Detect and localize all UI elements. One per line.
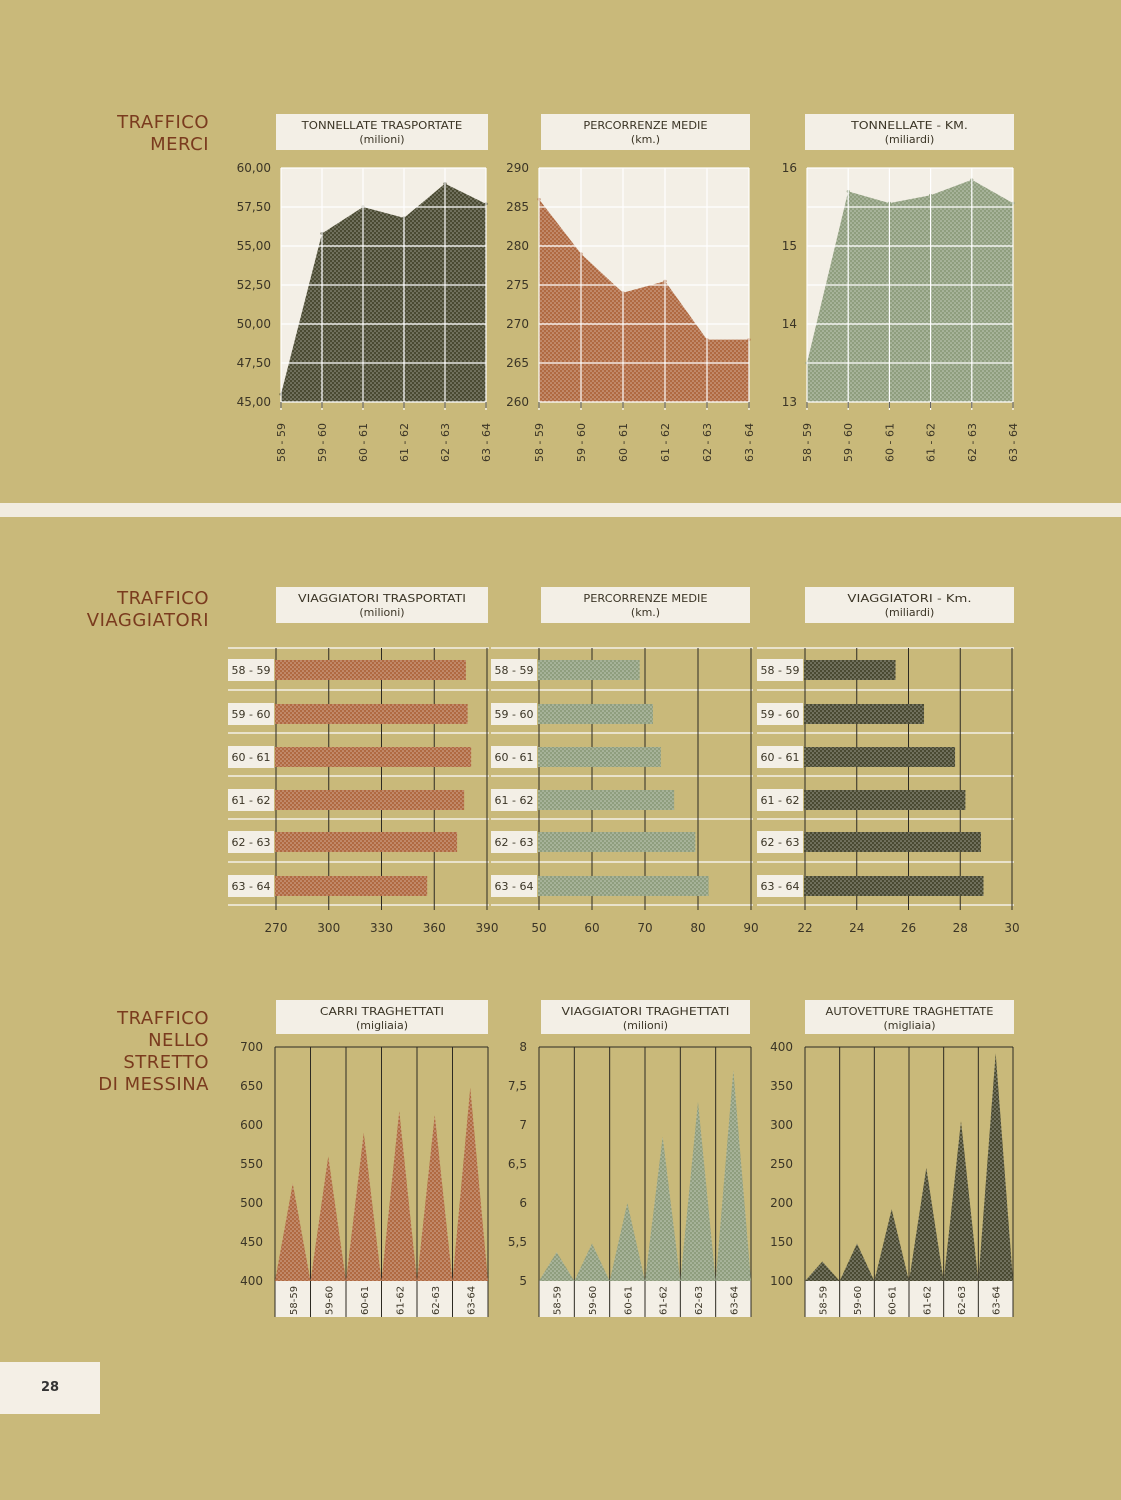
chart-subtitle: (km.) <box>630 606 661 619</box>
x-tick-label: 60-61 <box>359 1285 371 1315</box>
x-tick-label: 61 - 62 <box>924 423 938 462</box>
y-tick-label: 57,50 <box>236 200 271 214</box>
peak-mark <box>610 1203 645 1281</box>
x-tick-label: 60 - 61 <box>617 423 630 462</box>
x-tick-label: 58 - 59 <box>801 423 814 462</box>
x-tick-label: 61 - 62 <box>398 423 411 462</box>
peak-mark <box>716 1070 751 1281</box>
x-tick-label: 58-59 <box>818 1285 830 1315</box>
y-tick-label: 5,5 <box>507 1235 527 1249</box>
x-tick-label: 63 - 64 <box>743 423 756 462</box>
x-tick-label: 58 - 59 <box>533 423 546 462</box>
category-label: 62 - 63 <box>231 836 271 849</box>
x-tick-label: 62 - 63 <box>701 423 714 462</box>
y-tick-label: 450 <box>240 1235 263 1249</box>
x-tick-label: 80 <box>690 921 706 935</box>
y-tick-label: 270 <box>506 317 529 331</box>
chart-subtitle: (migliaia) <box>356 1019 408 1032</box>
y-tick-label: 7 <box>519 1118 527 1132</box>
category-label: 60 - 61 <box>494 751 534 764</box>
x-tick-label: 300 <box>317 921 341 935</box>
section-title-line: MERCI <box>150 134 209 155</box>
x-tick-label: 62-63 <box>694 1285 705 1315</box>
chart-title: VIAGGIATORI TRASPORTATI <box>298 592 466 605</box>
category-label: 60 - 61 <box>231 751 271 764</box>
bar <box>275 832 457 852</box>
chart-subtitle: (miliardi) <box>884 133 935 146</box>
y-tick-label: 7,5 <box>507 1079 527 1093</box>
peak-mark <box>346 1133 382 1281</box>
chart-title: TONNELLATE - KM. <box>849 119 968 132</box>
y-tick-label: 650 <box>240 1079 263 1093</box>
x-tick-label: 30 <box>1004 921 1020 935</box>
x-tick-label: 60 <box>584 921 600 935</box>
peak-mark <box>645 1137 680 1281</box>
y-tick-label: 250 <box>770 1157 793 1171</box>
x-tick-label: 390 <box>475 921 499 935</box>
section-title-line: VIAGGIATORI <box>86 610 209 631</box>
peak-mark <box>453 1088 489 1281</box>
peak-mark <box>311 1156 347 1281</box>
section-title-line: TRAFFICO <box>117 588 209 609</box>
x-tick-label: 330 <box>370 921 393 935</box>
x-tick-label: 62 - 63 <box>439 423 452 462</box>
y-tick-label: 260 <box>506 395 529 409</box>
category-label: 59 - 60 <box>231 708 271 721</box>
chart-subtitle: (milioni) <box>359 133 405 146</box>
chart-subtitle: (km.) <box>630 133 661 146</box>
bar <box>275 660 466 680</box>
bar <box>804 747 955 767</box>
y-tick-label: 400 <box>240 1274 263 1288</box>
peak-mark <box>944 1121 979 1281</box>
x-tick-label: 59-60 <box>853 1285 864 1315</box>
peak-mark <box>574 1244 609 1281</box>
bar <box>538 660 640 680</box>
peak-mark <box>417 1115 453 1281</box>
x-tick-label: 60 - 61 <box>357 423 370 462</box>
category-label: 62 - 63 <box>760 836 800 849</box>
y-tick-label: 200 <box>770 1196 793 1210</box>
x-tick-label: 58 - 59 <box>275 423 288 462</box>
bar <box>804 704 924 724</box>
bar <box>275 747 471 767</box>
chart-title: CARRI TRAGHETTATI <box>319 1005 445 1018</box>
y-tick-label: 47,50 <box>236 356 271 370</box>
x-tick-label: 62-63 <box>430 1285 442 1315</box>
bar <box>275 704 468 724</box>
x-tick-label: 61 - 62 <box>659 423 672 462</box>
chart-title: VIAGGIATORI - Km. <box>847 592 972 605</box>
bar <box>804 876 984 896</box>
x-tick-label: 60 - 61 <box>883 423 897 462</box>
page-number: 28 <box>40 1380 60 1395</box>
chart-title: PERCORRENZE MEDIE <box>583 119 708 132</box>
peak-mark <box>874 1209 909 1281</box>
y-tick-label: 275 <box>506 278 529 292</box>
y-tick-label: 6 <box>519 1196 527 1210</box>
category-label: 60 - 61 <box>760 751 800 764</box>
y-tick-label: 500 <box>240 1196 263 1210</box>
chart-subtitle: (milioni) <box>622 1019 669 1032</box>
category-label: 61 - 62 <box>760 794 800 807</box>
category-label: 58 - 59 <box>494 664 534 677</box>
y-tick-label: 300 <box>770 1118 793 1132</box>
x-tick-label: 59-60 <box>324 1285 336 1315</box>
y-tick-label: 350 <box>770 1079 793 1093</box>
y-tick-label: 265 <box>506 356 529 370</box>
x-tick-label: 270 <box>264 921 288 935</box>
y-tick-label: 50,00 <box>236 317 271 331</box>
x-tick-label: 60-61 <box>887 1285 899 1315</box>
chart-title: TONNELLATE TRASPORTATE <box>300 119 463 132</box>
category-label: 58 - 59 <box>760 664 800 677</box>
chart-title: PERCORRENZE MEDIE <box>583 592 708 605</box>
chart-title: AUTOVETTURE TRAGHETTATE <box>825 1005 994 1018</box>
category-label: 59 - 60 <box>494 708 534 721</box>
x-tick-label: 59 - 60 <box>316 423 329 462</box>
chart-subtitle: (milioni) <box>359 606 405 619</box>
y-tick-label: 280 <box>506 239 529 253</box>
y-tick-label: 150 <box>770 1235 793 1249</box>
x-tick-label: 61-62 <box>658 1285 670 1315</box>
x-tick-label: 63 - 64 <box>480 423 493 462</box>
y-tick-label: 5 <box>519 1274 527 1288</box>
x-tick-label: 61-62 <box>922 1285 934 1315</box>
category-label: 61 - 62 <box>231 794 271 807</box>
peak-mark <box>275 1184 311 1282</box>
peak-mark <box>805 1262 840 1282</box>
category-label: 58 - 59 <box>231 664 271 677</box>
y-tick-label: 45,00 <box>236 395 271 409</box>
peak-mark <box>909 1168 944 1281</box>
x-tick-label: 22 <box>797 921 813 935</box>
x-tick-label: 59-60 <box>588 1285 599 1315</box>
x-tick-label: 50 <box>531 921 547 935</box>
x-tick-label: 90 <box>743 921 759 935</box>
chart-title: VIAGGIATORI TRAGHETTATI <box>561 1005 730 1018</box>
x-tick-label: 63-64 <box>991 1285 1003 1315</box>
peak-mark <box>978 1053 1013 1281</box>
y-tick-label: 8 <box>519 1040 527 1054</box>
y-tick-label: 400 <box>770 1040 793 1054</box>
y-tick-label: 16 <box>781 161 797 175</box>
x-tick-label: 58-59 <box>552 1285 564 1315</box>
bar <box>804 832 981 852</box>
y-tick-label: 13 <box>781 395 797 409</box>
x-tick-label: 360 <box>422 921 446 935</box>
section-title-line: DI MESSINA <box>98 1074 209 1095</box>
chart-subtitle: (miliardi) <box>884 606 935 619</box>
y-tick-label: 600 <box>240 1118 263 1132</box>
peak-mark <box>840 1244 875 1281</box>
y-tick-label: 15 <box>781 239 797 253</box>
section-title-line: NELLO <box>148 1030 209 1051</box>
x-tick-label: 59 - 60 <box>842 423 856 462</box>
x-tick-label: 61-62 <box>395 1285 407 1315</box>
y-tick-label: 60,00 <box>236 161 271 175</box>
bar <box>275 790 464 810</box>
x-tick-label: 24 <box>849 921 865 935</box>
x-tick-label: 60-61 <box>623 1285 635 1315</box>
chart-subtitle: (migliaia) <box>883 1019 936 1032</box>
bar <box>804 790 965 810</box>
x-tick-label: 63 - 64 <box>1007 423 1020 462</box>
bar <box>275 876 427 896</box>
y-tick-label: 290 <box>506 161 529 175</box>
y-tick-label: 550 <box>240 1157 263 1171</box>
x-tick-label: 63-64 <box>729 1285 741 1315</box>
x-tick-label: 62 - 63 <box>965 423 979 462</box>
bar <box>804 660 896 680</box>
x-tick-label: 70 <box>637 921 653 935</box>
category-label: 63 - 64 <box>760 880 800 893</box>
bar <box>538 876 709 896</box>
y-tick-label: 6,5 <box>507 1157 527 1171</box>
bar <box>538 747 661 767</box>
y-tick-label: 285 <box>506 200 529 214</box>
y-tick-label: 14 <box>781 317 797 331</box>
section-title-line: TRAFFICO <box>117 112 209 133</box>
x-tick-label: 26 <box>900 921 917 935</box>
peak-mark <box>539 1252 574 1281</box>
bar <box>538 790 674 810</box>
bar <box>538 832 695 852</box>
section-title-line: STRETTO <box>123 1052 209 1073</box>
section-title-line: TRAFFICO <box>117 1008 209 1029</box>
bar <box>538 704 653 724</box>
y-tick-label: 700 <box>240 1040 263 1054</box>
y-tick-label: 100 <box>770 1274 793 1288</box>
category-label: 62 - 63 <box>494 836 534 849</box>
category-label: 63 - 64 <box>231 880 271 893</box>
x-tick-label: 28 <box>952 921 968 935</box>
category-label: 61 - 62 <box>494 794 534 807</box>
x-tick-label: 58-59 <box>288 1285 300 1315</box>
category-label: 59 - 60 <box>760 708 800 721</box>
x-tick-label: 62-63 <box>957 1285 968 1315</box>
x-tick-label: 63-64 <box>466 1285 478 1315</box>
peak-mark <box>382 1111 418 1281</box>
y-tick-label: 55,00 <box>236 239 271 253</box>
x-tick-label: 59 - 60 <box>575 423 588 462</box>
y-tick-label: 52,50 <box>236 278 271 292</box>
category-label: 63 - 64 <box>494 880 534 893</box>
peak-mark <box>680 1102 715 1281</box>
